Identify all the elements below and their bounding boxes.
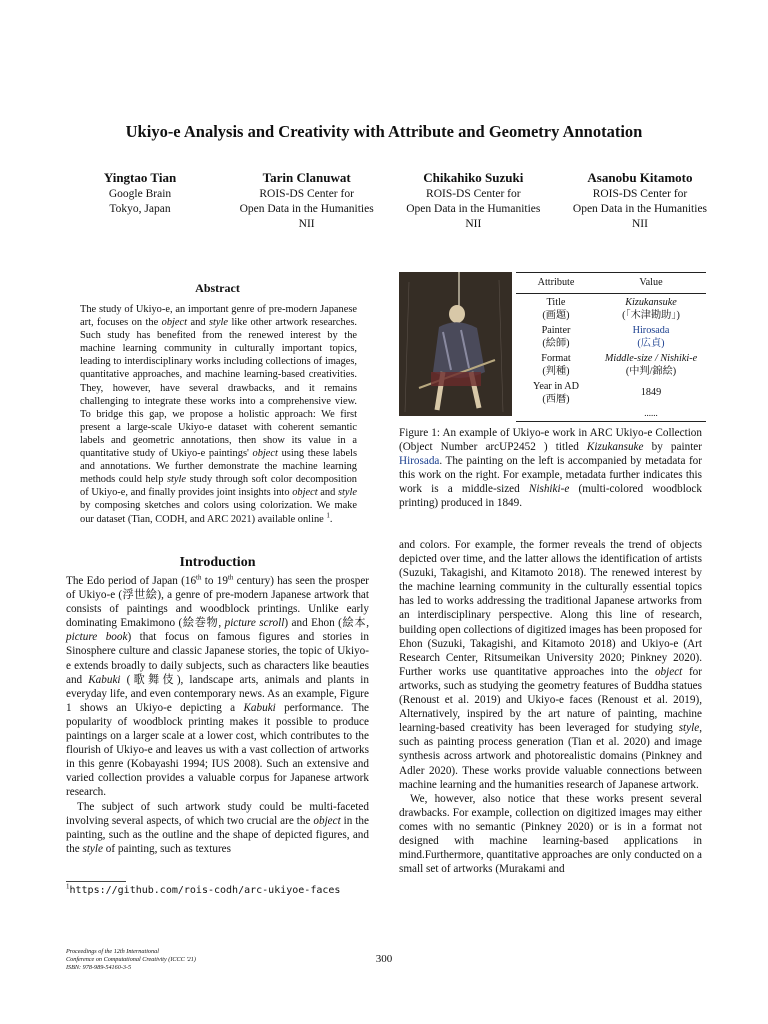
page-number: 300 <box>375 953 393 965</box>
author-name: Yingtao Tian <box>103 170 177 185</box>
proceedings-info: Proceedings of the 12th International Conference on Computational Creativity (ICCC '21) ISBN: 978-989-54160-3-5 <box>66 948 196 971</box>
author-affiliation: Open Data in the Humanities <box>572 203 708 215</box>
table-rule <box>516 421 706 422</box>
paragraph: The subject of such artwork study could be multi-faceted involving several aspects, of which two crucial are the object in the painting, such as the outline and the shape of depicted figures, and the style of painting, such as textures <box>66 800 369 855</box>
right-column-body <box>399 538 702 876</box>
table-cell-value: 1849 <box>640 387 662 398</box>
author-affiliation: NII <box>298 218 315 230</box>
author-affiliation: ROIS-DS Center for <box>426 188 521 200</box>
table-cell-value: Middle-size / Nishiki-e (中判/錦絵) <box>604 353 698 377</box>
author-list <box>60 170 720 232</box>
metadata-table <box>516 272 706 422</box>
author-affiliation: ROIS-DS Center for <box>259 188 354 200</box>
author-block <box>393 170 553 232</box>
figure-caption: Figure 1: An example of Ukiyo-e work in ARC Ukiyo-e Collection (Object Number arcUP2452 ) titled Kizukansuke by painter Hirosada. The painting on the left is accompanied by metadata for this work on the right. For example, metadata further indicates this work is a middle-sized Nishiki-e (multi-colored woodblock printing) produced in 1849. <box>399 427 702 510</box>
author-affiliation: Open Data in the Humanities <box>239 203 374 215</box>
table-row <box>516 353 706 381</box>
author-name: Chikahiko Suzuki <box>423 170 524 185</box>
footnote: $^1$https://github.com/rois-codh/arc-ukiyoe-faces <box>66 882 341 896</box>
footnote-marker: 1 <box>326 511 330 520</box>
table-cell-attribute: Format (判種) <box>541 353 571 377</box>
author-affiliation: NII <box>631 218 648 230</box>
painter-link[interactable]: Hirosada <box>399 455 440 468</box>
section-heading-introduction: Introduction <box>179 555 256 570</box>
paragraph: We, however, also notice that these works present several drawbacks. For example, collection on digitized images may either comes with no semantic (Pinkney 2020) or is in a format not designed with machine learning-based applications in mind.Furthermore, quantitative approaches are only conducted on a small set of artworks (Murakami and <box>399 792 702 876</box>
table-cell-value: Kizukansuke (「木津勘助」) <box>622 297 680 321</box>
author-block <box>227 170 387 232</box>
footnote-divider <box>66 881 126 882</box>
abstract-heading: Abstract <box>195 281 240 295</box>
table-row <box>516 297 706 325</box>
table-row <box>516 325 706 353</box>
table-cell-attribute: Year in AD (西暦) <box>533 381 579 405</box>
author-affiliation: ROIS-DS Center for <box>592 188 688 200</box>
paper-title: Ukiyo-e Analysis and Creativity with Attribute and Geometry Annotation <box>125 122 643 141</box>
table-ellipsis: ...... <box>644 408 658 418</box>
ukiyoe-painting-image <box>399 272 512 416</box>
table-body <box>516 294 706 409</box>
author-affiliation: NII <box>465 218 482 230</box>
paragraph: and colors. For example, the former reveals the trend of objects depicted over time, and the latter allows the identification of artists (Suzuki, Takagishi, and Kitamoto 2018). The renewed interest by the machine learning community in the culturally essential topics has led to works addressing the traditional Japanese artworks from an interdisciplinary perspective. Along this line of research, building open collections of digitized images has been proposed for Ehon (Suzuki, Takagishi, and Kitamoto 2018) and Ukiyo-e (Art Research Center, Ritsumeikan University 2020; Pinkney 2020). Further works use quantitative approaches into the object for artworks, such as studying the geometry features of Buddha statues (Renoust et al. 2019) and Ukiyo-e faces (Renoust et al. 2019), Alternatively, inspired by the art nature of painting, machine learning-based creativity has been leveraged for studying style, such as painting process generation (Tian et al. 2020) and image synthesis across artwork and photorealistic domains (Pinkney and Adler 2020). These works provide valuable connections between machine learning and the humanities research of Japanese artwork. <box>399 539 702 791</box>
footnote-link[interactable]: https://github.com/rois-codh/arc-ukiyoe-faces <box>69 885 341 896</box>
author-affiliation: Tokyo, Japan <box>109 203 171 215</box>
table-header-row <box>516 273 706 293</box>
table-cell-attribute: Painter (絵師) <box>541 325 571 349</box>
table-cell-attribute: Title (画題) <box>542 297 570 321</box>
author-block <box>560 170 720 232</box>
column-header-attribute: Attribute <box>537 276 575 288</box>
author-affiliation: Open Data in the Humanities <box>406 203 541 215</box>
introduction-body <box>66 574 369 856</box>
author-name: Tarin Clanuwat <box>262 170 351 185</box>
author-block <box>60 170 220 232</box>
paragraph: The Edo period of Japan (16th to 19th century) has seen the prosper of Ukiyo-e (浮世絵), a genre of pre-modern Japanese artwork that consists of paintings and woodblock printings. Unlike early dominating Emakimono (絵巻物, picture scroll) and Ehon (絵本, picture book) that focus on famous figures and stories in Sinosphere culture and classic Japanese stories, the topic of Ukiyo-e extends broadly to daily subjects, such as characters like beauties and Kabuki (歌舞伎), landscape arts, animals and plants in everyday life, and even contemporary news. As an example, Figure 1 shows an Ukiyo-e depicting a Kabuki performance. The popularity of woodblock printing makes it possible to produce paintings on a larger scale at a lower cost, which contributes to the flourish of Ukiyo-e and leaves us with a vast collection of artworks in this genre (Kobayashi 1994; IUS 2008). Such an extensive and varied collection provides a valuable corpus for Japanese artwork research. <box>66 573 370 799</box>
table-row <box>516 381 706 409</box>
abstract-text: The study of Ukiyo-e, an important genre of pre-modern Japanese art, focuses on the object and style like other artwork researches. Such study has benefited from the renewed interest by the machine learning community in culturally important topics, leading to interdisciplinary works including collections of images, quantitative approaches, and machine learning-based creativities. They, however, have several drawbacks, and it remains challenging to integrate these works into a comprehensive view. To bridge this gap, we propose a holistic approach: We first present a large-scale Ukiyo-e dataset with coherent semantic labels and geometric annotations, then show its value in a quantitative study of Ukiyo-e paintings' object using these labels and annotations. We further demonstrate the machine learning methods could help style study through soft color decomposition of Ukiyo-e, and finally provides joint insights into object and style by composing sketches and colors using colorization. We make our dataset (Tian, CODH, and ARC 2021) available online $^1$. <box>80 304 358 525</box>
column-header-value: Value <box>639 276 663 288</box>
author-affiliation: Google Brain <box>108 188 172 200</box>
table-cell-value: Hirosada (広貞) <box>632 325 670 349</box>
author-name: Asanobu Kitamoto <box>587 170 693 185</box>
